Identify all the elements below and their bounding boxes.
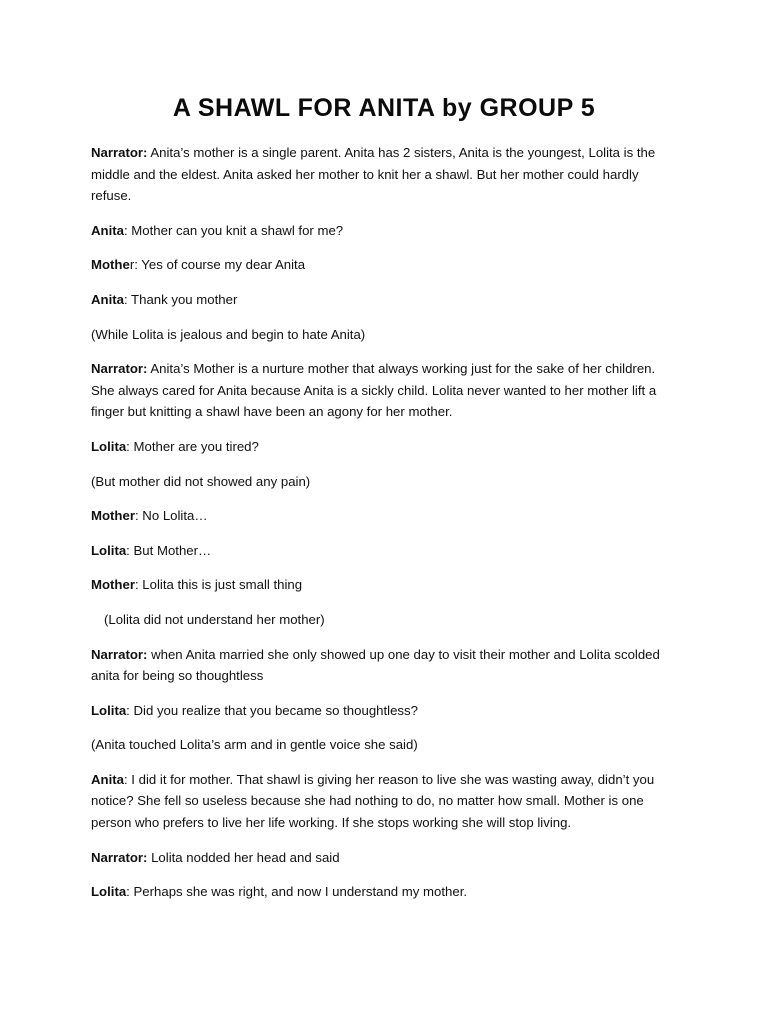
line-text: : No Lolita… xyxy=(134,508,208,524)
speaker-name: Narrator: xyxy=(91,145,148,160)
script-body xyxy=(91,142,681,916)
line-text: Anita’s mother is a single parent. Anita has 2 sisters, Anita is the youngest, Lolita is the middle and the eldest. Anita asked her mother to knit her a shawl. But her mother could hardly refuse. xyxy=(91,145,656,204)
line-text: Anita’s Mother is a nurture mother that always working just for the sake of her children. She always cared for Anita because Anita is a sickly child. Lolita never wanted to her mother lift a finger but knitting a shawl have been an agony for her mother. xyxy=(91,361,657,420)
dialogue-line xyxy=(91,574,681,596)
line-text: (But mother did not showed any pain) xyxy=(91,473,311,489)
dialogue-line xyxy=(91,254,681,276)
line-text: : Mother can you knit a shawl for me? xyxy=(123,222,344,238)
speaker-name: Lolita xyxy=(91,702,127,718)
speaker-name: Lolita xyxy=(91,542,127,558)
speaker-name: Lolita xyxy=(91,884,127,900)
dialogue-line xyxy=(91,847,681,869)
speaker-name: Anita xyxy=(91,222,124,238)
dialogue-line xyxy=(91,881,681,903)
dialogue-line xyxy=(91,769,681,834)
line-text: (Lolita did not understand her mother) xyxy=(104,611,325,627)
line-text: : Perhaps she was right, and now I understand my mother. xyxy=(126,884,468,900)
line-text: when Anita married she only showed up one day to visit their mother and Lolita scolded anita for being so thoughtless xyxy=(91,646,660,684)
dialogue-line xyxy=(91,540,681,562)
line-text: r: Yes of course my dear Anita xyxy=(129,257,306,273)
speaker-name: Anita xyxy=(91,771,124,787)
line-text: : Lolita this is just small thing xyxy=(134,577,303,593)
dialogue-line xyxy=(91,505,681,527)
speaker-name: Mothe xyxy=(91,257,130,273)
speaker-name: Anita xyxy=(91,291,124,307)
speaker-name: Mother xyxy=(91,508,135,524)
dialogue-line xyxy=(91,644,681,687)
line-text: : Mother are you tired? xyxy=(126,438,259,454)
stage-direction xyxy=(91,609,681,631)
speaker-name: Narrator: xyxy=(91,849,148,865)
speaker-name: Narrator: xyxy=(91,361,148,377)
speaker-name: Narrator: xyxy=(91,646,148,662)
speaker-name: Mother xyxy=(91,577,135,593)
dialogue-line xyxy=(91,220,681,242)
stage-direction xyxy=(91,734,681,756)
dialogue-line xyxy=(91,142,681,207)
dialogue-line xyxy=(91,700,681,722)
line-text: : But Mother… xyxy=(126,542,212,558)
dialogue-line xyxy=(91,436,681,458)
dialogue-line xyxy=(91,289,681,311)
line-text: (Anita touched Lolita’s arm and in gentle voice she said) xyxy=(91,737,418,753)
line-text: : Thank you mother xyxy=(123,291,238,307)
speaker-name: Lolita xyxy=(91,438,127,454)
line-text: Lolita nodded her head and said xyxy=(147,849,340,865)
document-title: A SHAWL FOR ANITA by GROUP 5 xyxy=(172,94,596,122)
dialogue-line xyxy=(91,358,681,423)
line-text: (While Lolita is jealous and begin to hate Anita) xyxy=(91,326,366,342)
line-text: : Did you realize that you became so thoughtless? xyxy=(126,702,418,718)
line-text: : I did it for mother. That shawl is giving her reason to live she was wasting away, didn’t you notice? She fell so useless because she had nothing to do, no matter how small. Mother is one person who prefers to live her life working. If she stops working she will stop living. xyxy=(91,771,655,831)
stage-direction xyxy=(91,324,681,346)
stage-direction xyxy=(91,471,681,493)
